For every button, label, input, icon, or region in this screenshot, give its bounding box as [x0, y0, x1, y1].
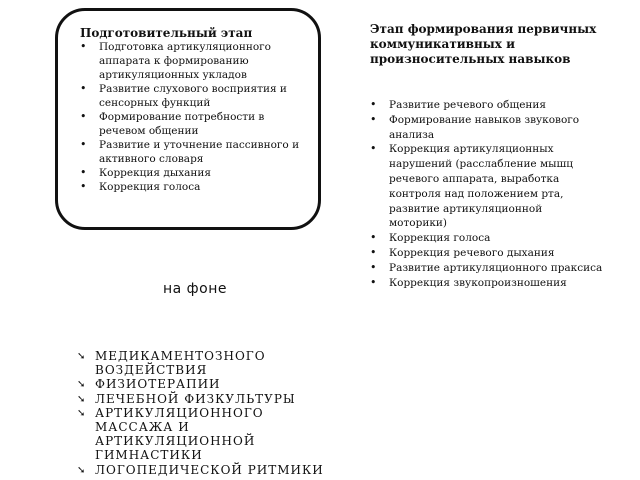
background-label: на фоне	[163, 281, 227, 297]
bullet-icon: •	[370, 231, 377, 245]
list-item: • Коррекция речевого дыхания	[370, 245, 555, 259]
list-item: ➘ ЛОГОПЕДИЧЕСКОЙ РИТМИКИ	[77, 462, 324, 477]
list-item: • Коррекция голоса	[370, 231, 491, 245]
list-item: • Развитие слухового восприятия и сенсорных функций	[80, 82, 287, 109]
bullet-icon: •	[80, 110, 87, 123]
list-item: • Развитие и уточнение пассивного и активного словаря	[80, 138, 300, 165]
bullet-icon: •	[370, 260, 377, 274]
bullet-icon: •	[80, 166, 87, 179]
bullet-icon: •	[80, 138, 87, 151]
bullet-icon: •	[80, 180, 87, 193]
bullet-icon: •	[370, 98, 377, 111]
bullet-icon: •	[370, 245, 377, 259]
bullet-icon: •	[80, 82, 87, 95]
arrow-bullet-icon: ➘	[77, 379, 87, 391]
background-therapy-list	[77, 349, 337, 477]
preparatory-stage-list	[78, 40, 310, 194]
list-item: • Формирование потребности в речевом общении	[80, 110, 265, 137]
arrow-bullet-icon: ➘	[77, 464, 87, 476]
arrow-bullet-icon: ➘	[77, 407, 87, 419]
list-item: ➘ ФИЗИОТЕРАПИИ	[77, 377, 221, 392]
arrow-bullet-icon: ➘	[77, 351, 87, 362]
bullet-icon: •	[370, 275, 377, 289]
preparatory-stage-title: Подготовительный этап	[80, 26, 253, 40]
list-item: ➘ МЕДИКАМЕНТОЗНОГО ВОЗДЕЙСТВИЯ	[77, 349, 266, 378]
bullet-icon: •	[80, 40, 87, 53]
bullet-icon: •	[370, 142, 377, 156]
bullet-icon: •	[370, 112, 377, 126]
list-item: • Коррекция голоса	[80, 180, 201, 193]
list-item: • Формирование навыков звукового анализа	[370, 112, 580, 141]
list-item: • Развитие речевого общения	[370, 98, 547, 111]
list-item: • Коррекция звукопроизношения	[370, 275, 567, 289]
list-item: • Подготовка артикуляционного аппарата к формированию артикуляционных укладов	[80, 40, 272, 81]
list-item: • Коррекция дыхания	[80, 166, 212, 179]
formation-stage-title: Этап формирования первичных коммуникативных и произносительных навыков	[370, 22, 597, 66]
list-item: • Развитие артикуляционного праксиса	[370, 260, 603, 274]
arrow-bullet-icon: ➘	[77, 393, 87, 405]
list-item: • Коррекция артикуляционных нарушений (расслабление мышц речевого аппарата, выработка контроля над положением рта, развитие артикуляционной моторики)	[370, 142, 574, 230]
list-item: ➘ АРТИКУЛЯЦИОННОГО МАССАЖА И АРТИКУЛЯЦИОННОЙ ГИМНАСТИКИ	[77, 405, 264, 463]
list-item: ➘ ЛЕЧЕБНОЙ ФИЗКУЛЬТУРЫ	[77, 391, 296, 406]
formation-stage-list	[368, 98, 603, 300]
